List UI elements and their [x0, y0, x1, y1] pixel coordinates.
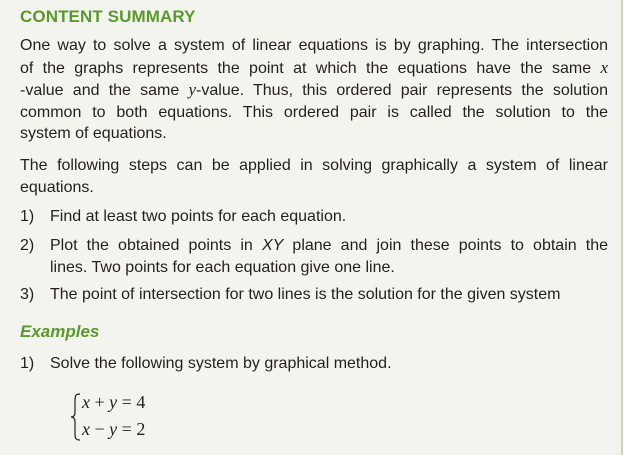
- step-number: 3): [20, 286, 35, 303]
- step-number: 1): [20, 208, 35, 225]
- content-summary-heading: CONTENT SUMMARY: [20, 7, 196, 26]
- steps-intro-line-1: The following steps can be applied in solving graphically a system of linear: [20, 157, 608, 174]
- step-text-b: plane and join these points to obtain the: [292, 237, 608, 254]
- summary-paragraph: [20, 35, 608, 145]
- left-brace-icon: [70, 392, 82, 442]
- equation-system: [70, 392, 180, 442]
- xy-plane-label: XY: [261, 237, 284, 254]
- example-body: [50, 353, 608, 375]
- summary-line-2: [20, 57, 608, 80]
- example-text: Solve the following system by graphical method.: [50, 355, 392, 372]
- step-text: The point of intersection for two lines is the solution for the given system: [50, 286, 561, 303]
- step-body: [50, 284, 608, 306]
- equation-1: x + y = 4: [82, 392, 146, 412]
- variable-x: x: [600, 57, 608, 77]
- steps-intro-paragraph: [20, 155, 608, 198]
- step-text: Find at least two points for each equation.: [50, 208, 347, 225]
- steps-intro-line-2: equations.: [20, 178, 94, 196]
- variable-y: y: [188, 80, 197, 99]
- summary-line-3: [20, 79, 608, 102]
- examples-heading: Examples: [20, 322, 100, 341]
- step-text-line-1: [50, 235, 608, 257]
- summary-line-3-text-a: -value and the same: [20, 82, 180, 99]
- summary-line-2-text: of the graphs represents the point at which the equations have the same: [20, 59, 592, 77]
- step-body: [50, 206, 608, 228]
- summary-line-3-text-b: -value. Thus, this ordered pair represents the solution: [196, 82, 608, 99]
- step-number: 2): [20, 237, 35, 254]
- summary-line-5: system of equations.: [20, 125, 167, 142]
- step-text-a: Plot the obtained points in: [50, 237, 253, 254]
- step-body: [50, 235, 608, 278]
- summary-line-4: common to both equations. This ordered pair is called the solution to the: [20, 103, 608, 121]
- equation-2: x − y = 2: [82, 419, 146, 439]
- example-number: 1): [20, 355, 35, 372]
- summary-line-1: One way to solve a system of linear equations is by graphing. The intersection: [20, 37, 608, 54]
- step-text-line-2: lines. Two points for each equation give one line.: [50, 258, 395, 276]
